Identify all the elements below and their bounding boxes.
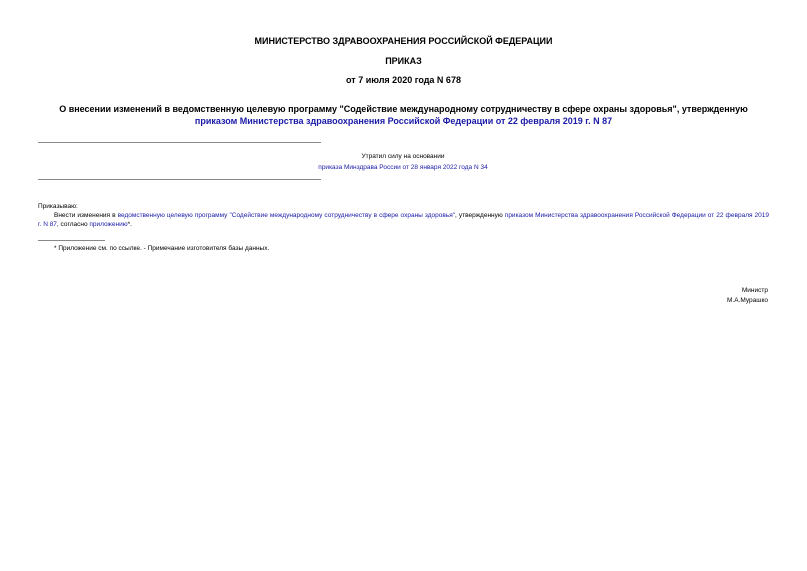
footnote-rule: [38, 240, 105, 241]
signer-name: М.А.Мурашко: [726, 297, 768, 304]
lost-force-block: [0, 151, 807, 173]
order-87-link[interactable]: приказом Министерства здравоохранения Российской Федерации от 22 февраля 2019 г. N 87: [38, 212, 769, 228]
signer-position: Министр: [741, 287, 768, 294]
title-text: О внесении изменений в ведомственную целевую программу "Содействие международному сотрудничеству в сфере охраны здоровья", утвержденную: [59, 104, 748, 114]
title-order-link[interactable]: приказом Министерства здравоохранения Российской Федерации от 22 февраля 2019 г. N 87: [194, 116, 613, 126]
document-title: [38, 103, 769, 127]
bottom-rule: [38, 179, 321, 180]
footnote: * Приложение см. по ссылке. - Примечание изготовителя базы данных.: [54, 245, 270, 252]
ministry-heading: МИНИСТЕРСТВО ЗДРАВООХРАНЕНИЯ РОССИЙСКОЙ ФЕДЕРАЦИИ: [254, 36, 553, 46]
lost-force-basis-link[interactable]: приказа Минздрава России от 28 января 2022 года N 34: [318, 164, 488, 171]
para-suffix: *.: [127, 221, 132, 228]
para-middle: , утвержденную: [455, 212, 505, 219]
para-prefix: Внести изменения в: [54, 212, 118, 219]
doc-date-number: от 7 июля 2020 года N 678: [346, 75, 461, 85]
doc-type-heading: ПРИКАЗ: [385, 56, 422, 66]
order-paragraph: [38, 211, 769, 229]
lost-force-text: Утратил силу на основании: [361, 153, 445, 160]
program-link[interactable]: ведомственную целевую программу "Содействие международному сотрудничеству в сфере охраны здоровья": [117, 212, 456, 219]
para-middle2: , согласно: [56, 221, 90, 228]
appendix-link[interactable]: приложению: [89, 221, 128, 228]
order-word: Приказываю:: [38, 203, 78, 210]
top-rule: [38, 142, 321, 143]
